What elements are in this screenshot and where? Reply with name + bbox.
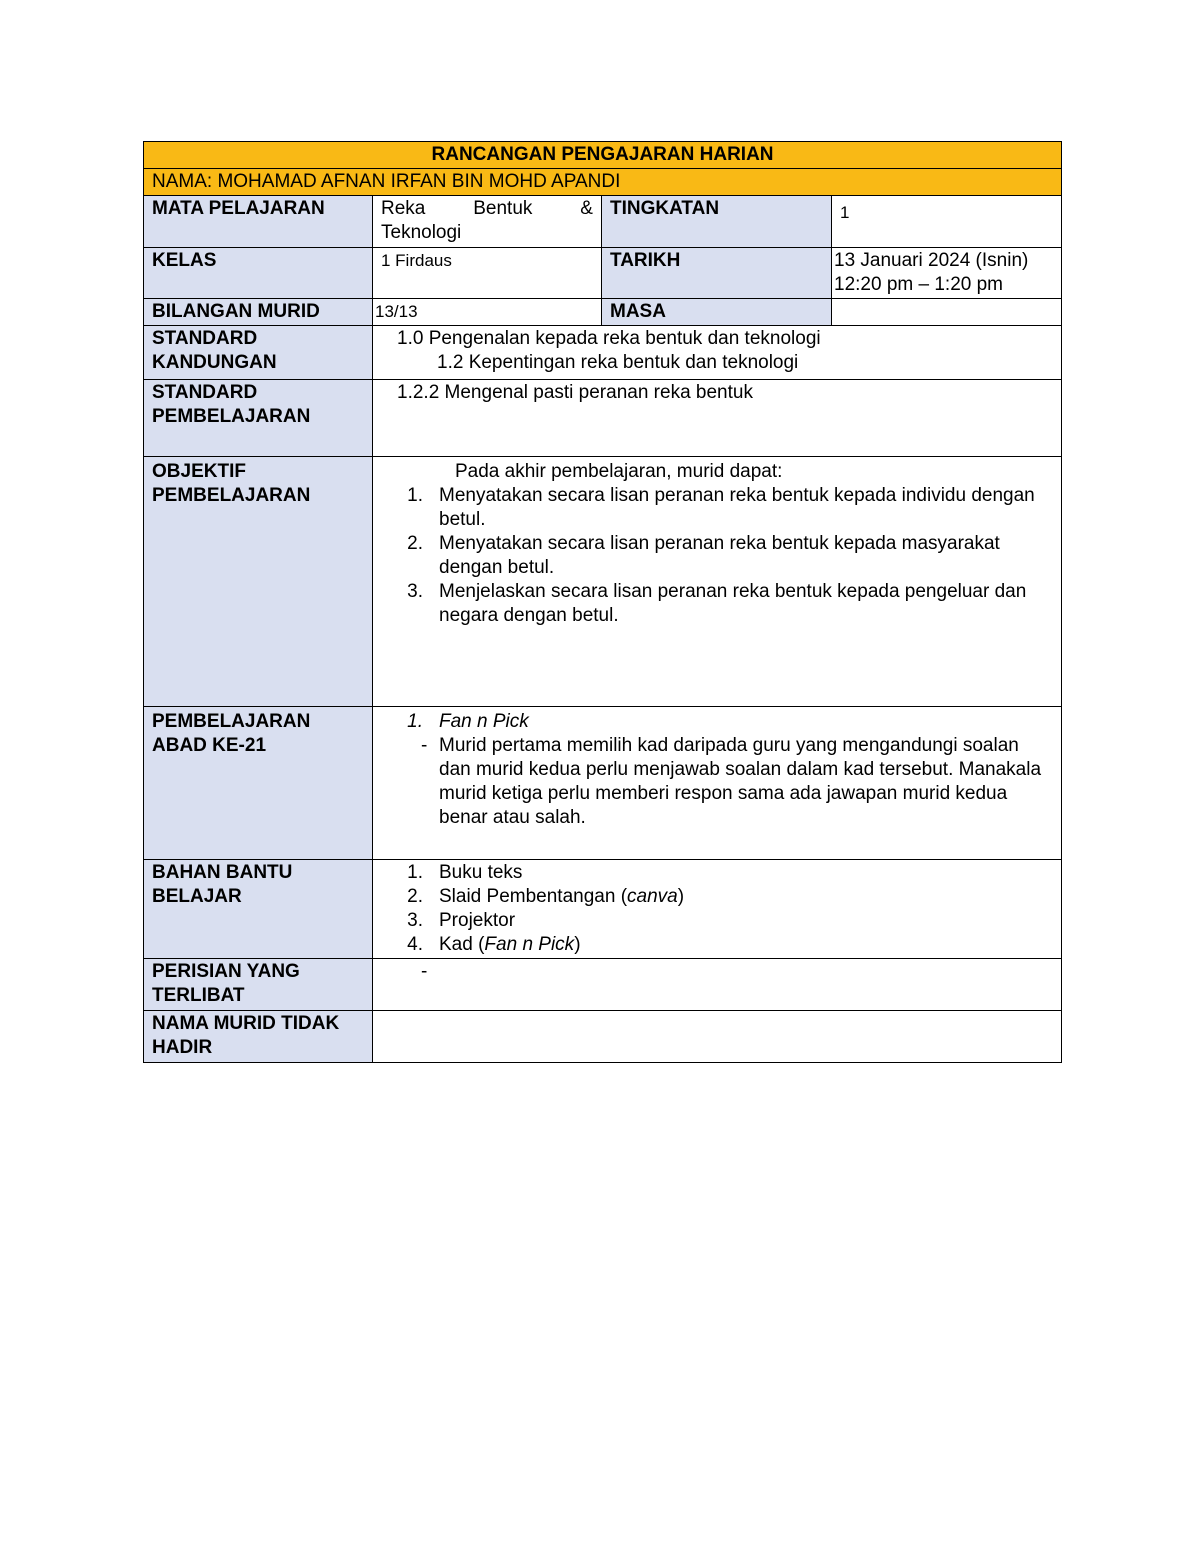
abad21-item: 1. Fan n Pick bbox=[407, 711, 529, 732]
label-mata-pelajaran: MATA PELAJARAN bbox=[144, 196, 373, 248]
label-kelas: KELAS bbox=[144, 248, 373, 299]
value-kelas: 1 Firdaus bbox=[373, 248, 602, 299]
value-objektif bbox=[373, 457, 1062, 707]
label-objektif: OBJEKTIF PEMBELAJARAN bbox=[144, 457, 373, 707]
value-tarikh bbox=[832, 248, 1062, 299]
kandungan-line-1: 1.0 Pengenalan kepada reka bentuk dan teknologi bbox=[397, 328, 821, 349]
value-abad21 bbox=[373, 707, 1062, 860]
list-item: 3. Projektor bbox=[407, 910, 516, 931]
name-row bbox=[144, 169, 1062, 196]
subject-line-2: Teknologi bbox=[381, 222, 462, 243]
list-item: 1. Menyatakan secara lisan peranan reka bentuk kepada individu dengan betul. bbox=[407, 485, 1035, 530]
objektif-list bbox=[381, 484, 1053, 628]
label-standard-pembelajaran: STANDARD PEMBELAJARAN bbox=[144, 380, 373, 457]
teacher-name: NAMA: MOHAMAD AFNAN IRFAN BIN MOHD APANDI bbox=[144, 169, 1062, 196]
title-row bbox=[144, 142, 1062, 169]
label-tidak-hadir: NAMA MURID TIDAK HADIR bbox=[144, 1011, 373, 1063]
label-standard-kandungan: STANDARD KANDUNGAN bbox=[144, 326, 373, 380]
list-item: 2. Menyatakan secara lisan peranan reka bentuk kepada masyarakat dengan betul. bbox=[407, 533, 1000, 578]
abad21-description: - Murid pertama memilih kad daripada guru yang mengandungi soalan dan murid kedua perlu menjawab soalan dalam kad tersebut. Manakala murid ketiga perlu memberi respon sama ada jawapan murid kedua benar atau salah. bbox=[421, 735, 1042, 828]
label-bahan: BAHAN BANTU BELAJAR bbox=[144, 860, 373, 959]
date-line: 13 Januari 2024 (Isnin) bbox=[834, 250, 1029, 271]
value-tingkatan: 1 bbox=[832, 196, 1062, 248]
value-bahan bbox=[373, 860, 1062, 959]
subject-line-1: Reka Bentuk & bbox=[381, 198, 593, 219]
value-perisian: - bbox=[373, 959, 1062, 1011]
value-mata-pelajaran bbox=[373, 196, 602, 248]
row-abad21 bbox=[144, 707, 1062, 860]
row-standard-pembelajaran bbox=[144, 380, 1062, 457]
list-item: 1. Buku teks bbox=[407, 862, 523, 883]
lesson-plan-table bbox=[143, 141, 1062, 1063]
label-tarikh: TARIKH bbox=[602, 248, 832, 299]
value-masa bbox=[832, 299, 1062, 326]
document-title: RANCANGAN PENGAJARAN HARIAN bbox=[144, 142, 1062, 169]
label-perisian: PERISIAN YANG TERLIBAT bbox=[144, 959, 373, 1011]
row-standard-kandungan bbox=[144, 326, 1062, 380]
list-item: 4. Kad (Fan n Pick) bbox=[407, 934, 581, 955]
value-standard-pembelajaran: 1.2.2 Mengenal pasti peranan reka bentuk bbox=[373, 380, 1062, 457]
row-mata-pelajaran bbox=[144, 196, 1062, 248]
row-perisian bbox=[144, 959, 1062, 1011]
time-line: 12:20 pm – 1:20 pm bbox=[834, 274, 1003, 295]
kandungan-line-2: 1.2 Kepentingan reka bentuk dan teknologi bbox=[437, 352, 799, 373]
bahan-list bbox=[381, 861, 1053, 957]
row-kelas bbox=[144, 248, 1062, 299]
list-item: 3. Menjelaskan secara lisan peranan reka bentuk kepada pengeluar dan negara dengan betul. bbox=[407, 581, 1027, 626]
label-bilangan-murid: BILANGAN MURID bbox=[144, 299, 373, 326]
row-tidak-hadir bbox=[144, 1011, 1062, 1063]
list-item: 2. Slaid Pembentangan (canva) bbox=[407, 886, 685, 907]
objektif-intro: Pada akhir pembelajaran, murid dapat: bbox=[455, 461, 783, 482]
label-abad21: PEMBELAJARAN ABAD KE-21 bbox=[144, 707, 373, 860]
row-bilangan-murid bbox=[144, 299, 1062, 326]
row-objektif bbox=[144, 457, 1062, 707]
label-tingkatan: TINGKATAN bbox=[602, 196, 832, 248]
value-bilangan-murid: 13/13 bbox=[373, 299, 602, 326]
row-bahan bbox=[144, 860, 1062, 959]
value-tidak-hadir bbox=[373, 1011, 1062, 1063]
label-masa: MASA bbox=[602, 299, 832, 326]
value-standard-kandungan bbox=[373, 326, 1062, 380]
